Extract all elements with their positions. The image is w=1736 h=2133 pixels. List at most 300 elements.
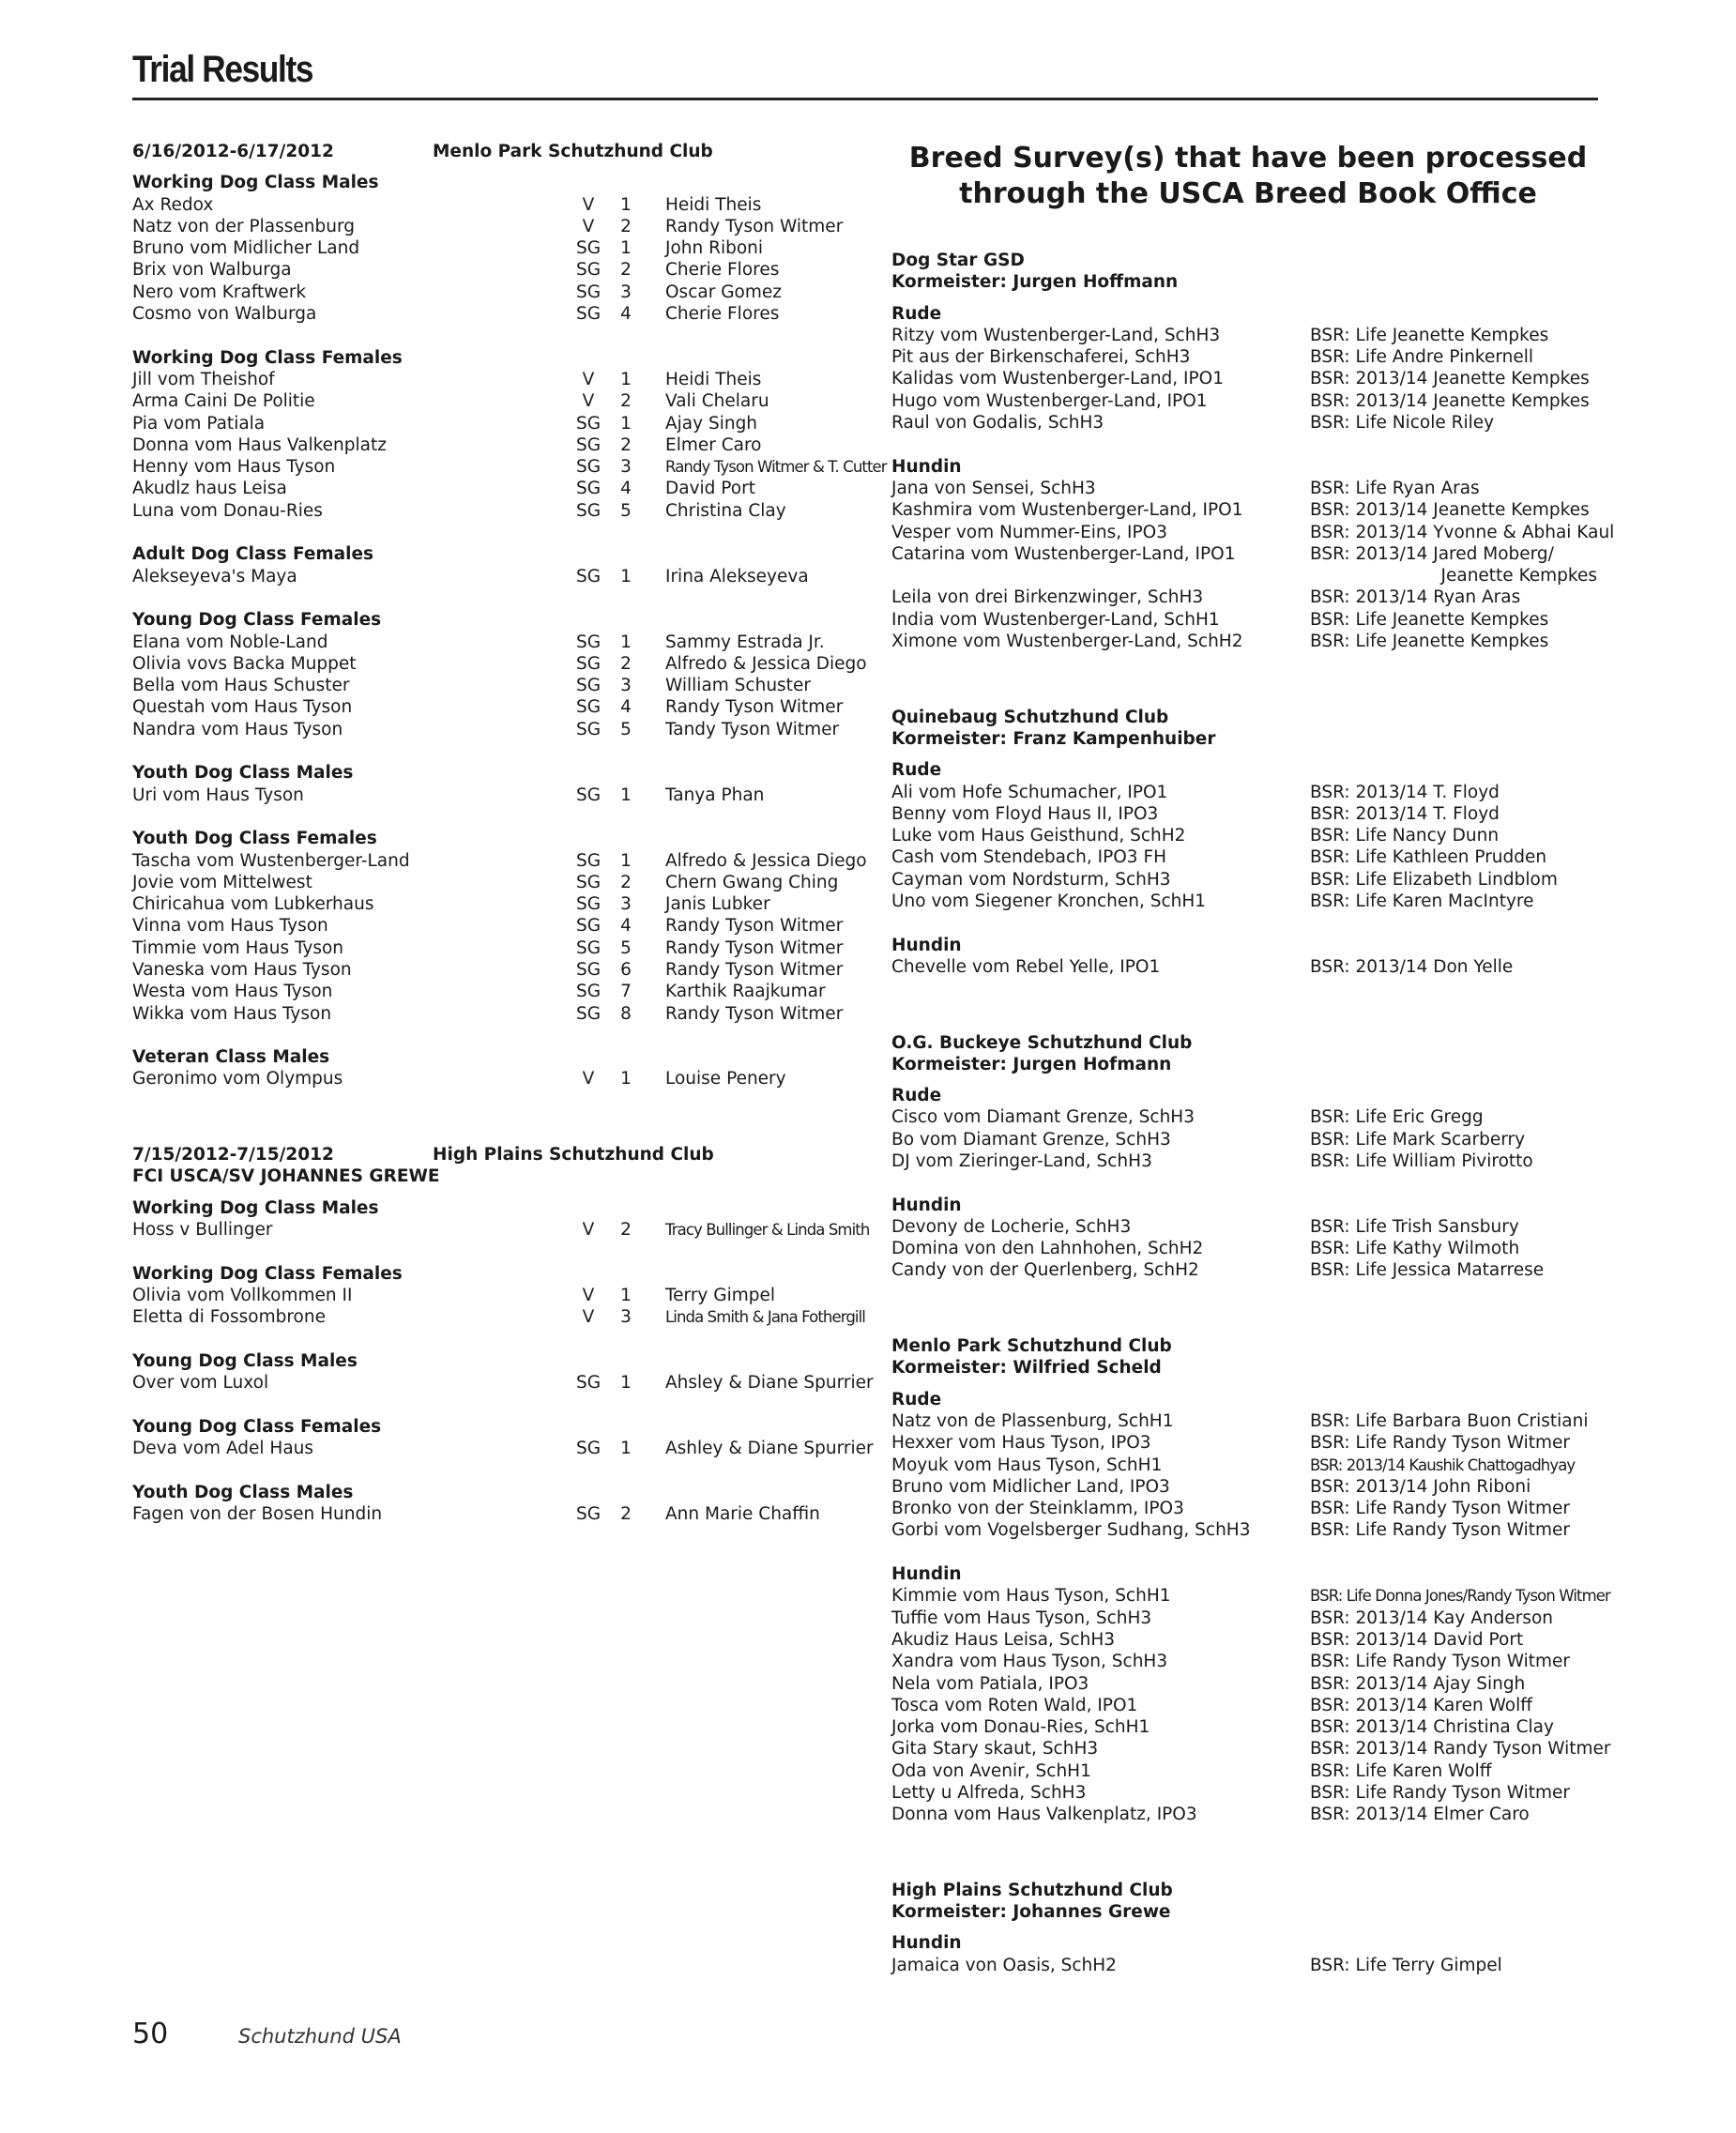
survey-row (891, 587, 1605, 608)
dog-name: Ritzy vom Wustenberger-Land, SchH3 (891, 325, 1221, 345)
survey-row (891, 1432, 1605, 1454)
survey-row (891, 1585, 1610, 1607)
dog-name: Gita Stary skaut, SchH3 (891, 1739, 1099, 1760)
survey-row (891, 368, 1605, 389)
dog-name: Bruno vom Midlicher Land (132, 238, 360, 259)
survey-row (891, 1651, 1605, 1672)
placement: 2 (620, 216, 632, 236)
placement: 5 (620, 719, 632, 739)
dog-name: Tuffie vom Haus Tyson, SchH3 (891, 1607, 1152, 1628)
trial-date: 6/16/2012-6/17/2012 (132, 142, 334, 161)
owner-name: Oscar Gomez (665, 282, 782, 302)
result-row (132, 259, 845, 281)
dog-name: Uno vom Siegener Kronchen, SchH1 (891, 891, 1207, 912)
grade: SG (575, 982, 602, 1002)
survey-row (891, 956, 1605, 978)
placement: 1 (620, 1373, 632, 1394)
class-name: Working Dog Class Females (132, 347, 403, 368)
result-row (132, 1003, 845, 1025)
owner-name: Sammy Estrada Jr. (665, 632, 825, 652)
grade: V (582, 1069, 595, 1089)
dog-name: Jamaica von Oasis, SchH2 (891, 1955, 1117, 1975)
dog-name: Oda von Avenir, SchH1 (891, 1760, 1091, 1781)
sex-group-heading (891, 935, 1605, 956)
result-row (132, 478, 845, 499)
class-name: Working Dog Class Females (132, 1263, 403, 1284)
survey-row (891, 325, 1605, 346)
owner-name: John Riboni (665, 238, 764, 259)
bsr-info: BSR: 2013/14 Jeanette Kempkes (1310, 369, 1590, 389)
bsr-info: BSR: 2013/14 Yvonne & Abhai Kaul (1310, 522, 1615, 542)
class-heading (132, 609, 845, 631)
dog-name: Jovie vom Mittelwest (132, 872, 312, 892)
trial-header (132, 1144, 845, 1166)
bsr-info: BSR: 2013/14 Kaushik Chattogadhyay (1310, 1455, 1576, 1474)
dog-name: Natz von de Plassenburg, SchH1 (891, 1410, 1174, 1431)
dog-name: Ali vom Hofe Schumacher, IPO1 (891, 782, 1168, 802)
owner-name: Karthik Raajkumar (665, 982, 826, 1002)
placement: 2 (620, 1219, 632, 1240)
dog-name: Elana vom Noble-Land (132, 632, 328, 652)
survey-row (891, 478, 1605, 499)
survey-row (891, 1782, 1605, 1804)
owner-name: Alfredo & Jessica Diego (665, 850, 867, 871)
grade: V (582, 1285, 595, 1305)
owner-name: Chern Gwang Ching (665, 872, 839, 892)
breed-survey-heading-line: Breed Survey(s) that have been processed (908, 142, 1588, 175)
bsr-info: BSR: Life Randy Tyson Witmer (1310, 1783, 1571, 1803)
sex-group-label: Hundin (891, 1564, 962, 1585)
publication-name: Schutzhund USA (238, 2025, 402, 2048)
grade: SG (575, 282, 602, 302)
placement: 5 (620, 500, 632, 521)
survey-row (891, 1259, 1605, 1281)
result-row (132, 390, 845, 412)
dog-name: Jorka vom Donau-Ries, SchH1 (891, 1717, 1150, 1738)
result-row (132, 1306, 865, 1328)
grade: V (582, 1219, 595, 1240)
bsr-info: BSR: Life Mark Scarberry (1310, 1129, 1526, 1150)
sex-group-heading (891, 1085, 1605, 1106)
grade: SG (575, 1373, 602, 1394)
grade: SG (575, 479, 602, 499)
dog-name: Questah vom Haus Tyson (132, 697, 353, 718)
placement: 1 (620, 632, 632, 652)
survey-row (891, 825, 1605, 846)
bsr-info: BSR: Life Andre Pinkernell (1310, 347, 1534, 368)
result-row (132, 1219, 870, 1241)
dog-name: Vaneska vom Haus Tyson (132, 959, 352, 980)
result-row (132, 915, 845, 937)
kormeister: Kormeister: Wilfried Scheld (891, 1358, 1162, 1379)
dog-name: Timmie vom Haus Tyson (132, 937, 344, 958)
dog-name: Arma Caini De Politie (132, 391, 315, 412)
bsr-info: BSR: 2013/14 Kay Anderson (1310, 1607, 1554, 1628)
survey-row (891, 1216, 1605, 1238)
placement: 2 (620, 434, 632, 455)
survey-row (891, 1498, 1605, 1519)
bsr-info: BSR: Life Kathleen Prudden (1310, 847, 1547, 868)
placement: 7 (620, 982, 632, 1002)
kormeister: Kormeister: Johannes Grewe (891, 1902, 1171, 1923)
result-row (132, 369, 845, 390)
grade: SG (575, 1503, 602, 1524)
class-name: Youth Dog Class Males (132, 763, 354, 784)
bsr-info: BSR: Life Karen Wolff (1310, 1760, 1492, 1781)
dog-name: Hoss v Bullinger (132, 1219, 273, 1240)
dog-name: Letty u Alfreda, SchH3 (891, 1783, 1087, 1803)
bsr-info: BSR: 2013/14 Christina Clay (1310, 1717, 1554, 1738)
survey-row (891, 1607, 1605, 1629)
dog-name: Akudiz Haus Leisa, SchH3 (891, 1629, 1116, 1650)
dog-name: Catarina vom Wustenberger-Land, IPO1 (891, 543, 1236, 564)
survey-row (891, 609, 1605, 631)
dog-name: Olivia vovs Backa Muppet (132, 653, 357, 674)
placement: 2 (620, 653, 632, 674)
breed-survey-list (891, 250, 1615, 1976)
grade: SG (575, 1438, 602, 1458)
club-name: High Plains Schutzhund Club (891, 1880, 1173, 1900)
class-heading (132, 1350, 845, 1372)
grade: SG (575, 434, 602, 455)
result-row (132, 456, 887, 478)
grade: SG (575, 850, 602, 871)
owner-name: Vali Chelaru (665, 391, 769, 412)
dog-name: Domina von den Lahnhohen, SchH2 (891, 1239, 1204, 1259)
dog-name: Raul von Godalis, SchH3 (891, 413, 1104, 434)
class-heading (132, 762, 845, 784)
result-row (132, 566, 845, 587)
bsr-info: BSR: 2013/14 Don Yelle (1310, 956, 1514, 977)
dog-name: Henny vom Haus Tyson (132, 457, 336, 478)
sex-group-heading (891, 303, 1605, 325)
title-divider (132, 98, 1598, 100)
trial-header (132, 141, 845, 162)
dog-name: Nandra vom Haus Tyson (132, 719, 343, 739)
dog-name: Gorbi vom Vogelsberger Sudhang, SchH3 (891, 1520, 1251, 1541)
bsr-info: BSR: Life Karen MacIntyre (1310, 891, 1534, 912)
result-row (132, 872, 845, 893)
result-row (132, 1438, 874, 1459)
grade: V (582, 194, 595, 215)
grade: SG (575, 916, 602, 937)
bsr-info: BSR: 2013/14 T. Floyd (1310, 782, 1500, 802)
survey-club-name (891, 1880, 1605, 1901)
sex-group-heading (891, 759, 1605, 781)
sex-group-label: Rude (891, 1389, 942, 1409)
bsr-info: BSR: 2013/14 Karen Wolff (1310, 1695, 1532, 1715)
survey-row (891, 1519, 1605, 1541)
bsr-info: BSR: 2013/14 John Riboni (1310, 1476, 1531, 1497)
dog-name: Natz von der Plassenburg (132, 216, 356, 236)
dog-name: Tosca vom Roten Wald, IPO1 (891, 1695, 1138, 1715)
dog-name: Cisco vom Diamant Grenze, SchH3 (891, 1107, 1195, 1128)
grade: SG (575, 959, 602, 980)
survey-row (891, 782, 1605, 803)
grade: SG (575, 653, 602, 674)
kormeister-line (891, 1357, 1605, 1379)
survey-row (891, 1238, 1605, 1259)
bsr-info: BSR: Life Randy Tyson Witmer (1310, 1652, 1571, 1672)
grade: V (582, 1307, 595, 1328)
owner-name: Heidi Theis (665, 369, 762, 389)
placement: 4 (620, 304, 632, 325)
sex-group-heading (891, 1932, 1605, 1954)
dog-name: India vom Wustenberger-Land, SchH1 (891, 609, 1220, 630)
dog-name: Over vom Luxol (132, 1373, 269, 1394)
result-row (132, 1285, 845, 1306)
bsr-info: BSR: Life Eric Gregg (1310, 1107, 1484, 1128)
survey-row (891, 499, 1605, 521)
dog-name: Xandra vom Haus Tyson, SchH3 (891, 1652, 1168, 1672)
placement: 1 (620, 369, 632, 389)
survey-row (891, 1673, 1605, 1695)
bsr-info: BSR: Life Jeanette Kempkes (1310, 325, 1549, 345)
class-name: Working Dog Class Males (132, 173, 379, 193)
class-heading (132, 1263, 845, 1285)
survey-row (891, 1150, 1605, 1172)
owner-name: Ajay Singh (665, 413, 758, 434)
survey-club-name (891, 707, 1605, 728)
dog-name: Hexxer vom Haus Tyson, IPO3 (891, 1433, 1151, 1454)
dog-name: Jana von Sensei, SchH3 (891, 478, 1096, 498)
grade: SG (575, 500, 602, 521)
sex-group-label: Hundin (891, 1933, 962, 1954)
sex-group-label: Hundin (891, 456, 962, 477)
owner-name: Ashley & Diane Spurrier (665, 1438, 874, 1458)
grade: V (582, 216, 595, 236)
dog-name: Bronko von der Steinklamm, IPO3 (891, 1499, 1184, 1519)
dog-name: DJ vom Zieringer-Land, SchH3 (891, 1150, 1152, 1171)
survey-row (891, 346, 1605, 368)
sex-group-heading (891, 1195, 1605, 1216)
placement: 3 (620, 282, 632, 302)
bsr-info: BSR: Life Ryan Aras (1310, 478, 1480, 498)
result-row (132, 632, 845, 653)
kormeister: Kormeister: Franz Kampenhuiber (891, 728, 1216, 749)
survey-club-name (891, 250, 1605, 271)
trial-subtitle-text: FCI USCA/SV JOHANNES GREWE (132, 1166, 440, 1187)
class-heading (132, 828, 845, 849)
placement: 1 (620, 194, 632, 215)
grade: SG (575, 304, 602, 325)
bsr-info: BSR: Life Randy Tyson Witmer (1310, 1499, 1571, 1519)
result-row (132, 937, 845, 959)
class-heading (132, 1046, 845, 1068)
survey-row (891, 1106, 1605, 1128)
class-name: Veteran Class Males (132, 1047, 330, 1068)
dog-name: Cosmo von Walburga (132, 304, 317, 325)
grade: SG (575, 260, 602, 281)
sex-group-label: Rude (891, 760, 942, 781)
owner-name: Heidi Theis (665, 194, 762, 215)
survey-row (891, 803, 1605, 825)
trial-club: High Plains Schutzhund Club (433, 1145, 714, 1166)
owner-name: Louise Penery (665, 1069, 786, 1089)
survey-row (891, 631, 1605, 652)
dog-name: Kimmie vom Haus Tyson, SchH1 (891, 1586, 1171, 1607)
kormeister-line (891, 1054, 1605, 1075)
result-row (132, 696, 845, 718)
grade: SG (575, 238, 602, 259)
result-row (132, 719, 845, 740)
dog-name: Fagen von der Bosen Hundin (132, 1503, 383, 1524)
sex-group-label: Hundin (891, 1195, 962, 1215)
owner-name: Tanya Phan (665, 785, 765, 805)
dog-name: Bo vom Diamant Grenze, SchH3 (891, 1129, 1171, 1150)
dog-name: Hugo vom Wustenberger-Land, IPO1 (891, 390, 1208, 411)
dog-name: Bella vom Haus Schuster (132, 676, 350, 696)
owner-name: Tandy Tyson Witmer (665, 719, 840, 739)
survey-club-name (891, 1032, 1605, 1054)
dog-name: Kalidas vom Wustenberger-Land, IPO1 (891, 369, 1224, 389)
owner-name: Ann Marie Chaffin (665, 1503, 820, 1524)
dog-name: Bruno vom Midlicher Land, IPO3 (891, 1476, 1170, 1497)
placement: 1 (620, 413, 632, 434)
dog-name: Nero vom Kraftwerk (132, 282, 307, 302)
dog-name: Westa vom Haus Tyson (132, 982, 333, 1002)
bsr-info: BSR: Life Randy Tyson Witmer (1310, 1433, 1571, 1454)
bsr-info: BSR: Life Elizabeth Lindblom (1310, 869, 1558, 890)
placement: 1 (620, 785, 632, 805)
placement: 5 (620, 937, 632, 958)
kormeister: Kormeister: Jurgen Hofmann (891, 1054, 1172, 1074)
grade: V (582, 391, 595, 412)
placement: 6 (620, 959, 632, 980)
placement: 1 (620, 566, 632, 587)
bsr-info: BSR: Life Nicole Riley (1310, 413, 1495, 434)
owner-name: Cherie Flores (665, 260, 780, 281)
placement: 2 (620, 872, 632, 892)
dog-name: Uri vom Haus Tyson (132, 785, 304, 805)
owner-name: Irina Alekseyeva (665, 566, 809, 587)
bsr-info: Jeanette Kempkes (1440, 566, 1597, 587)
dog-name: Alekseyeva's Maya (132, 566, 297, 587)
owner-name: Janis Lubker (665, 894, 770, 915)
bsr-info: BSR: Life Terry Gimpel (1310, 1955, 1502, 1975)
placement: 3 (620, 1307, 632, 1328)
class-name: Young Dog Class Females (132, 1416, 382, 1437)
owner-name: David Port (665, 479, 755, 499)
sex-group-heading (891, 1389, 1605, 1410)
class-name: Youth Dog Class Males (132, 1482, 354, 1502)
grade: SG (575, 457, 602, 478)
owner-name: Randy Tyson Witmer & T. Cutter (665, 458, 887, 477)
owner-name: Randy Tyson Witmer (665, 959, 844, 980)
dog-name: Leila von drei Birkenzwinger, SchH3 (891, 587, 1204, 608)
grade: SG (575, 676, 602, 696)
survey-row (891, 543, 1605, 565)
survey-row (891, 1629, 1605, 1651)
result-row (132, 216, 845, 237)
dog-name: Luna vom Donau-Ries (132, 500, 323, 521)
dog-name: Candy von der Querlenberg, SchH2 (891, 1260, 1199, 1281)
class-heading (132, 543, 845, 565)
bsr-info: BSR: 2013/14 Jeanette Kempkes (1310, 500, 1590, 521)
placement: 4 (620, 916, 632, 937)
grade: SG (575, 937, 602, 958)
sex-group-label: Rude (891, 1086, 942, 1106)
club-name: Menlo Park Schutzhund Club (891, 1336, 1172, 1357)
dog-name: Eletta di Fossombrone (132, 1307, 326, 1328)
class-name: Young Dog Class Females (132, 610, 382, 631)
page-title: Trial Results (132, 49, 313, 90)
kormeister: Kormeister: Jurgen Hoffmann (891, 272, 1179, 293)
result-row (132, 303, 845, 325)
owner-name: Cherie Flores (665, 304, 780, 325)
survey-row (891, 1695, 1605, 1716)
result-row (132, 237, 845, 259)
placement: 8 (620, 1003, 632, 1024)
dog-name: Pia vom Patiala (132, 413, 266, 434)
trial-results-column (132, 141, 887, 1525)
result-row (132, 1372, 874, 1394)
result-row (132, 282, 845, 303)
owner-name: Christina Clay (665, 500, 786, 521)
placement: 4 (620, 697, 632, 718)
placement: 1 (620, 1069, 632, 1089)
bsr-info: BSR: Life Jessica Matarrese (1310, 1260, 1545, 1281)
survey-club-name (891, 1335, 1605, 1357)
sex-group-label: Rude (891, 303, 942, 324)
survey-row (891, 390, 1605, 412)
bsr-info: BSR: Life Barbara Buon Cristiani (1310, 1410, 1589, 1431)
dog-name: Akudlz haus Leisa (132, 479, 287, 499)
trial-club: Menlo Park Schutzhund Club (433, 142, 713, 161)
placement: 2 (620, 391, 632, 412)
survey-row (891, 846, 1605, 868)
result-row (132, 1068, 845, 1089)
survey-row (891, 522, 1615, 543)
dog-name: Ax Redox (132, 194, 214, 215)
bsr-info: BSR: Life Kathy Wilmoth (1310, 1239, 1520, 1259)
breed-survey-column (891, 141, 1615, 1976)
result-row (132, 413, 845, 434)
dog-name: Tascha vom Wustenberger-Land (132, 850, 410, 871)
club-name: Quinebaug Schutzhund Club (891, 707, 1169, 727)
dog-name: Vesper vom Nummer-Eins, IPO3 (891, 522, 1168, 542)
bsr-info: BSR: 2013/14 Randy Tyson Witmer (1310, 1739, 1611, 1760)
dog-name: Benny vom Floyd Haus II, IPO3 (891, 803, 1159, 824)
bsr-info: BSR: 2013/14 Elmer Caro (1310, 1805, 1530, 1825)
survey-row (891, 1410, 1605, 1432)
trial-subtitle (132, 1166, 845, 1187)
class-heading (132, 1482, 845, 1503)
placement: 1 (620, 1285, 632, 1305)
survey-row (891, 1716, 1605, 1738)
dog-name: Moyuk vom Haus Tyson, SchH1 (891, 1455, 1163, 1475)
grade: SG (575, 697, 602, 718)
placement: 3 (620, 676, 632, 696)
grade: SG (575, 894, 602, 915)
placement: 1 (620, 850, 632, 871)
grade: SG (575, 872, 602, 892)
grade: SG (575, 785, 602, 805)
bsr-info: BSR: Life Trish Sansbury (1310, 1216, 1519, 1237)
survey-row (891, 1129, 1605, 1150)
grade: SG (575, 413, 602, 434)
bsr-info: BSR: 2013/14 David Port (1310, 1629, 1524, 1650)
dog-name: Wikka vom Haus Tyson (132, 1003, 332, 1024)
kormeister-line (891, 1901, 1605, 1923)
club-name: Dog Star GSD (891, 251, 1025, 270)
survey-row (891, 565, 1605, 587)
dog-name: Luke vom Haus Geisthund, SchH2 (891, 826, 1186, 846)
survey-row (891, 1476, 1605, 1498)
dog-name: Devony de Locherie, SchH3 (891, 1216, 1132, 1237)
survey-row (891, 1738, 1611, 1760)
survey-row (891, 1955, 1605, 1976)
